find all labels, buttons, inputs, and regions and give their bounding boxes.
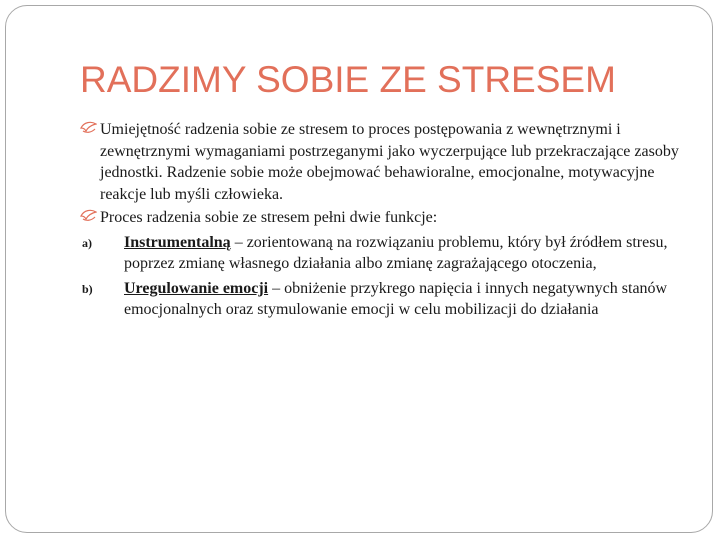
leaf-bullet-icon [80,121,97,135]
function-item-instrumental [80,232,690,275]
list-marker: a) [82,235,92,250]
list-marker: b) [82,281,93,296]
bullet-text: Proces radzenia sobie ze stresem pełni dwie funkcje: [100,209,438,226]
slide-title: RADZIMY SOBIE ZE STRESEM [80,59,616,100]
bullet-item-definition [80,119,690,205]
leaf-bullet-icon [80,209,97,223]
slide-body [80,119,690,323]
bullet-text: Umiejętność radzenia sobie ze stresem to proces postępowania z wewnętrznymi i zewnętrznymi wymaganiami postrzeganymi jako wyczerpujące lub przekraczające zasoby jednostki. Radzenie sobie może obejmować behawioralne, emocjonalne, motywacyjne reakcje lub myśli człowieka. [100,121,679,203]
function-item-emotion-regulation [80,278,690,321]
function-description: – obniżenie przykrego napięcia i innych negatywnych stanów emocjonalnych oraz stymulowanie emocji w celu mobilizacji do działania [124,279,668,318]
function-term: Uregulowanie emocji [124,279,269,297]
bullet-item-functions [80,207,690,229]
function-term: Instrumentalną [124,233,231,251]
function-description: – zorientowaną na rozwiązaniu problemu, który był źródłem stresu, poprzez zmianę własnego działania albo zmianę zagrażającego otoczenia, [124,233,668,272]
